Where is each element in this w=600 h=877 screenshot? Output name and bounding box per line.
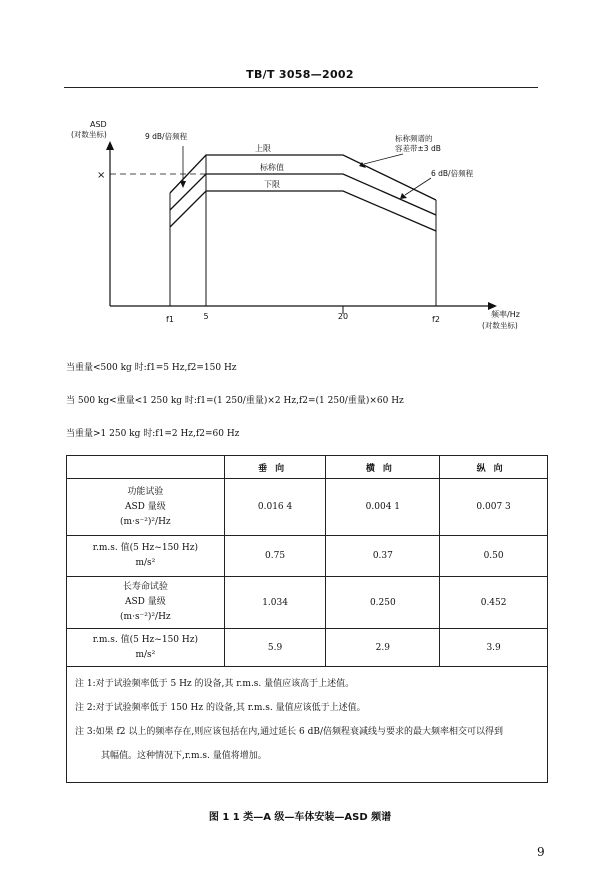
cell-value: 0.004 1 (326, 479, 440, 536)
header-cell-longitudinal: 纵向 (440, 456, 548, 479)
table-row (67, 629, 548, 667)
header-cell-vertical: 垂向 (224, 456, 326, 479)
upper-band-label: 上限 (255, 144, 271, 153)
cell-value: 0.007 3 (440, 479, 548, 536)
x-axis-sublabel: (对数坐标) (482, 321, 518, 330)
cell-value: 0.75 (224, 536, 326, 577)
cell-value: 0.37 (326, 536, 440, 577)
x-axis-label: 频率/Hz (491, 310, 520, 319)
page-number: 9 (537, 845, 545, 859)
note-2: 注 2:对于试验频率低于 150 Hz 的设备,其 r.m.s. 量值应该低于上述值。 (75, 703, 366, 713)
table-row (67, 479, 548, 536)
condition-heavy: 当重量>1 250 kg 时:f1=2 Hz,f2=60 Hz (66, 429, 240, 439)
note-3-continued: 其幅值。这种情况下,r.m.s. 量值将增加。 (101, 751, 267, 761)
cell-value: 0.452 (440, 577, 548, 629)
row-label-functional-asd: 功能试验 ASD 量级 (m·s⁻²)²/Hz (67, 479, 225, 536)
asd-level-table (66, 455, 548, 783)
header-cell-blank (67, 456, 225, 479)
x-tick-5: 5 (203, 312, 209, 321)
x-axis-arrow (488, 302, 497, 310)
y-axis-sublabel: (对数坐标) (71, 130, 107, 139)
table-notes-row (67, 667, 548, 783)
row-label-endurance-rms: r.m.s. 值(5 Hz~150 Hz) m/s² (67, 629, 225, 667)
table-notes (67, 667, 548, 783)
tolerance-leader (364, 154, 403, 164)
slope-left-annotation: 9 dB/倍频程 (145, 132, 188, 141)
cell-value: 2.9 (326, 629, 440, 667)
table-row (67, 577, 548, 629)
y-axis-label: ASD (90, 120, 107, 129)
x-tick-20: 20 (337, 312, 349, 321)
note-3: 注 3:如果 f2 以上的频率存在,则应该包括在内,通过延长 6 dB/倍频程衰减线与要求的最大频率相交可以得到 (75, 727, 503, 737)
asd-spectrum-figure (0, 0, 600, 340)
condition-medium: 当 500 kg<重量<1 250 kg 时:f1=(1 250/重量)×2 Hz,f2=(1 250/重量)×60 Hz (66, 396, 404, 406)
note-1: 注 1:对于试验频率低于 5 Hz 的设备,其 r.m.s. 量值应该高于上述值。 (75, 679, 355, 689)
lower-band-label: 下限 (264, 180, 280, 189)
cell-value: 0.016 4 (224, 479, 326, 536)
table-row (67, 536, 548, 577)
cell-value: 0.250 (326, 577, 440, 629)
page-header: TB/T 3058—2002 (246, 68, 354, 81)
row-label-functional-rms: r.m.s. 值(5 Hz~150 Hz) m/s² (67, 536, 225, 577)
x-tick-f2: f2 (432, 315, 440, 324)
cell-value: 0.50 (440, 536, 548, 577)
slope-right-annotation: 6 dB/倍频程 (431, 169, 474, 178)
header-cell-lateral: 横向 (326, 456, 440, 479)
y-axis-arrow (106, 141, 114, 150)
table-header-row (67, 456, 548, 479)
tolerance-annotation-2: 容差带±3 dB (395, 144, 441, 153)
condition-light: 当重量<500 kg 时:f1=5 Hz,f2=150 Hz (66, 363, 237, 373)
x-tick-f1: f1 (166, 315, 174, 324)
nominal-band-label: 标称值 (260, 163, 284, 172)
y-marker: × (97, 170, 106, 181)
row-label-endurance-asd: 长寿命试验 ASD 量级 (m·s⁻²)²/Hz (67, 577, 225, 629)
tolerance-annotation: 标称频谱的 (395, 134, 433, 143)
cell-value: 5.9 (224, 629, 326, 667)
cell-value: 1.034 (224, 577, 326, 629)
figure-caption: 图 1 1 类—A 级—车体安装—ASD 频谱 (208, 812, 392, 823)
upper-limit-line (170, 155, 436, 200)
cell-value: 3.9 (440, 629, 548, 667)
